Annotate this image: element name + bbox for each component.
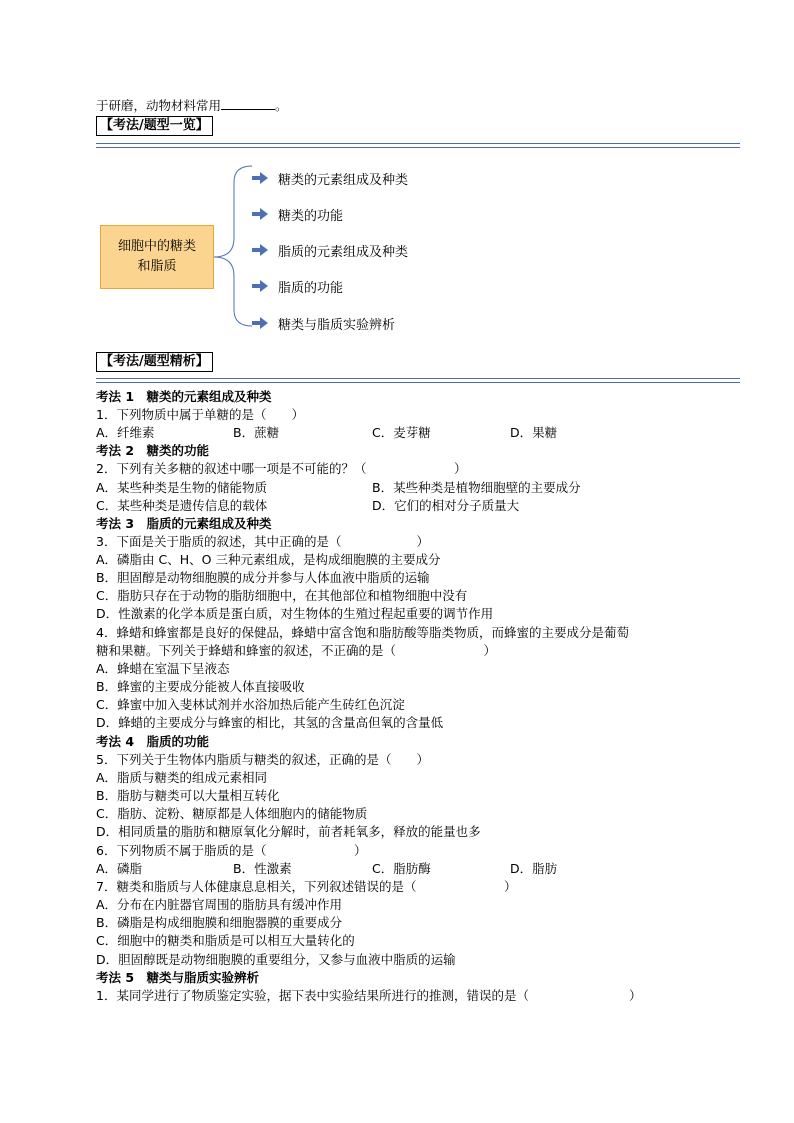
question-4-option-b: B．蜂蜜的主要成分能被人体直接吸收 [96, 679, 305, 694]
arrow-right-icon [252, 280, 268, 292]
option-c: C．脂肪酶 [372, 861, 431, 876]
option-d: D．它们的相对分子质量大 [372, 498, 520, 513]
question-4-option-d: D．蜂蜡的主要成分与蜂蜜的相比，其氢的含量高但氧的含量低 [96, 715, 444, 730]
option-a: A．磷脂 [96, 861, 143, 876]
topic-2-title: 考法 2 糖类的功能 [96, 443, 210, 458]
question-4-stem-line2: 糖和果糖。下列关于蜂蜡和蜂蜜的叙述，不正确的是（ ） [96, 643, 497, 658]
mindmap-branch-5 [252, 314, 395, 332]
option-d: D．果糖 [510, 425, 558, 440]
analysis-header: 【考法/题型精析】 [96, 352, 213, 372]
mindmap-branch-1 [252, 169, 408, 187]
question-4-option-a: A．蜂蜡在室温下呈液态 [96, 661, 230, 676]
option-b: B．某些种类是植物细胞壁的主要成分 [372, 480, 581, 495]
question-5-option-d: D．相同质量的脂肪和糖原氧化分解时，前者耗氧多，释放的能量也多 [96, 824, 481, 839]
question-5-stem: 5．下列关于生物体内脂质与糖类的叙述，正确的是（ ） [96, 752, 429, 767]
intro-line [96, 97, 288, 115]
topic-1-title: 考法 1 糖类的元素组成及种类 [96, 389, 272, 404]
branch-label: 糖类的元素组成及种类 [278, 172, 409, 188]
question-3-option-c: C．脂肪只存在于动物的脂肪细胞中，在其他部位和植物细胞中没有 [96, 588, 468, 603]
option-d: D．脂肪 [510, 861, 558, 876]
option-b: B．性激素 [233, 861, 292, 876]
overview-header: 【考法/题型一览】 [96, 116, 213, 136]
question-4-stem-line1: 4．蜂蜡和蜂蜜都是良好的保健品，蜂蜡中富含饱和脂肪酸等脂类物质，而蜂蜜的主要成分是葡萄 [96, 625, 629, 640]
question-3-option-a: A．磷脂由 C、H、O 三种元素组成，是构成细胞膜的主要成分 [96, 552, 441, 567]
question-3-option-b: B．胆固醇是动物细胞膜的成分并参与人体血液中脂质的运输 [96, 570, 430, 585]
option-a: A．某些种类是生物的储能物质 [96, 480, 268, 495]
arrow-right-icon [252, 208, 268, 220]
option-c: C．某些种类是遗传信息的载体 [96, 498, 268, 513]
question-6-stem: 6．下列物质不属于脂质的是（ ） [96, 843, 367, 858]
question-7-option-a: A．分布在内脏器官周围的脂肪具有缓冲作用 [96, 897, 343, 912]
intro-text: 于研磨，动物材料常用 [96, 98, 222, 113]
intro-end: 。 [275, 98, 288, 113]
mindmap-branch-3 [252, 241, 408, 259]
question-7-option-b: B．磷脂是构成细胞膜和细胞器膜的重要成分 [96, 915, 343, 930]
arrow-right-icon [252, 244, 268, 256]
question-5-option-b: B．脂肪与糖类可以大量相互转化 [96, 788, 280, 803]
divider-mid-2 [96, 382, 740, 383]
topic-3-title: 考法 3 脂质的元素组成及种类 [96, 516, 272, 531]
question-7-stem: 7．糖类和脂质与人体健康息息相关，下列叙述错误的是（ ） [96, 879, 517, 894]
branch-label: 脂质的元素组成及种类 [278, 244, 409, 260]
arrow-right-icon [252, 317, 268, 329]
branch-label: 糖类与脂质实验辨析 [278, 317, 396, 333]
option-b: B．蔗糖 [233, 425, 280, 440]
question-1-stem: 1．下列物质中属于单糖的是（ ） [96, 407, 304, 422]
topic-4-title: 考法 4 脂质的功能 [96, 734, 210, 749]
question-5-option-a: A．脂质与糖类的组成元素相同 [96, 770, 268, 785]
question-7-option-d: D．胆固醇既是动物细胞膜的重要组分，又参与血液中脂质的运输 [96, 952, 456, 967]
answer-blank [221, 97, 275, 110]
mindmap-branch-4 [252, 277, 343, 295]
arrow-right-icon [252, 172, 268, 184]
question-4-option-c: C．蜂蜜中加入斐林试剂并水浴加热后能产生砖红色沉淀 [96, 697, 405, 712]
topic-5-question-1-stem: 1．某同学进行了物质鉴定实验，据下表中实验结果所进行的推测，错误的是（ ） [96, 988, 642, 1003]
topic-5-title: 考法 5 糖类与脂质实验辨析 [96, 970, 260, 985]
question-5-option-c: C．脂肪、淀粉、糖原都是人体细胞内的储能物质 [96, 806, 368, 821]
divider-top-2 [96, 147, 740, 148]
branch-label: 糖类的功能 [278, 208, 344, 224]
option-c: C．麦芽糖 [372, 425, 431, 440]
divider-top-1 [96, 143, 740, 144]
question-2-stem: 2．下列有关多糖的叙述中哪一项是不可能的？（ ） [96, 461, 467, 476]
question-7-option-c: C．细胞中的糖类和脂质是可以相互大量转化的 [96, 933, 355, 948]
question-3-stem: 3．下面是关于脂质的叙述，其中正确的是（ ） [96, 534, 429, 549]
mindmap-bracket [214, 160, 254, 332]
divider-mid-1 [96, 378, 740, 379]
mindmap-root: 细胞中的糖类 和脂质 [100, 225, 214, 289]
question-3-option-d: D．性激素的化学本质是蛋白质，对生物体的生殖过程起重要的调节作用 [96, 606, 494, 621]
option-a: A．纤维素 [96, 425, 155, 440]
branch-label: 脂质的功能 [278, 280, 344, 296]
mindmap-branch-2 [252, 205, 343, 223]
